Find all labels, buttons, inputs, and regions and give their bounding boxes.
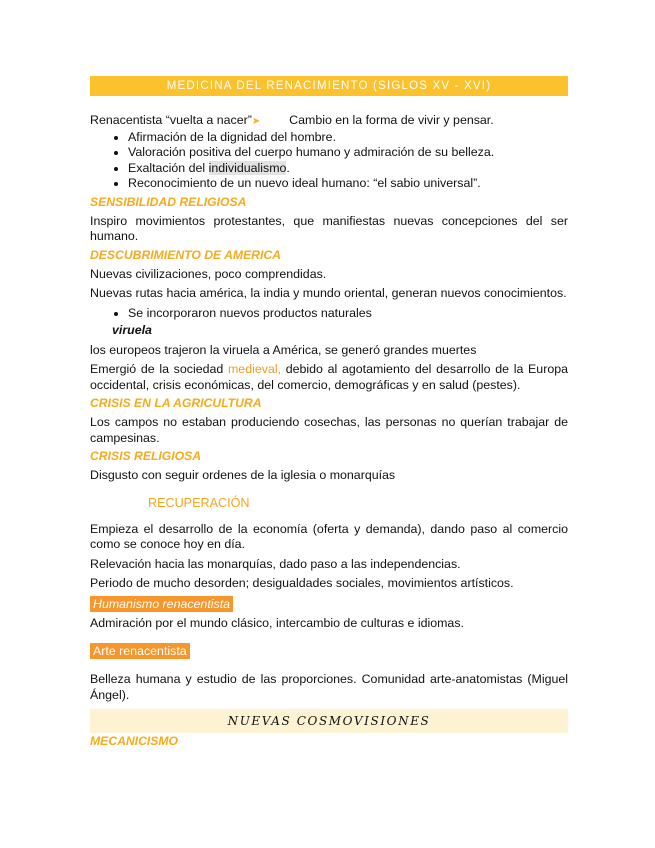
- paragraph-text: debido al agotamiento del desarrollo de la Europa occidental, crisis económicas, del comercio, demográficas y en salud (pestes).: [90, 362, 569, 392]
- tag-row: [90, 596, 568, 612]
- arrow-icon: ➤: [251, 116, 261, 127]
- paragraph: Relevación hacia las monarquías, dado paso a las independencias.: [90, 556, 461, 571]
- intro-line: [90, 113, 568, 130]
- paragraph: [90, 362, 568, 393]
- list-item: • Exaltación del individualismo.: [128, 161, 568, 177]
- section-heading-agricultura: CRISIS EN LA AGRICULTURA: [90, 396, 262, 410]
- section-heading-religiosa: CRISIS RELIGIOSA: [90, 449, 202, 463]
- list-item: • Se incorporaron nuevos productos naturales: [128, 306, 568, 322]
- paragraph: los europeos trajeron la viruela a América, se generó grandes muertes: [90, 342, 477, 357]
- section-heading-descubrimiento: DESCUBRIMIENTO DE AMERICA: [90, 247, 281, 262]
- paragraph: Los campos no estaban produciendo cosechas, las personas no querían trabajar de campesinas.: [90, 415, 568, 445]
- list-item-text: Exaltación del: [128, 160, 209, 175]
- list-item: • Valoración positiva del cuerpo humano y admiración de su belleza.: [128, 145, 568, 161]
- paragraph: Belleza humana y estudio de las proporciones. Comunidad arte-anatomistas (Miguel Ángel).: [90, 672, 568, 702]
- paragraph: Periodo de mucho desorden; desigualdades sociales, movimientos artísticos.: [90, 576, 514, 590]
- section-banner-cosmovisiones: NUEVAS COSMOVISIONES: [90, 709, 568, 733]
- tag-arte: Arte renacentista: [90, 643, 190, 659]
- section-heading-sensibilidad: SENSIBILIDAD RELIGIOSA: [90, 194, 247, 209]
- intro-right: Cambio en la forma de vivir y pensar.: [289, 113, 494, 127]
- tag-humanismo: Humanismo renacentista: [90, 596, 233, 612]
- list-item: • Reconocimiento de un nuevo ideal humano: “el sabio universal”.: [128, 176, 568, 192]
- document-content: [90, 76, 568, 749]
- paragraph: Nuevas rutas hacia américa, la india y mundo oriental, generan nuevos conocimientos.: [90, 286, 567, 300]
- highlighted-word: individualismo: [208, 160, 287, 175]
- intro-left: Renacentista “vuelta a nacer”: [90, 113, 252, 127]
- section-heading-recuperacion: RECUPERACIÓN: [148, 495, 250, 510]
- section-heading-mecanicismo: MECANICISMO: [90, 734, 179, 748]
- paragraph-text: Emergió de la sociedad: [90, 362, 228, 376]
- highlighted-word: medieval,: [227, 362, 282, 376]
- products-list: [90, 306, 568, 322]
- list-item: • Afirmación de la dignidad del hombre.: [128, 130, 568, 146]
- paragraph: Empieza el desarrollo de la economía (oferta y demanda), dando paso al comercio como se conoce hoy en día.: [90, 521, 568, 551]
- paragraph: Nuevas civilizaciones, poco comprendidas.: [90, 266, 327, 281]
- paragraph: Inspiro movimientos protestantes, que manifiestas nuevas concepciones del ser humano.: [90, 213, 568, 243]
- paragraph: Admiración por el mundo clásico, intercambio de culturas e idiomas.: [90, 615, 464, 630]
- subheading-viruela: viruela: [112, 323, 152, 337]
- ideas-list: [90, 130, 568, 192]
- document-title: MEDICINA DEL RENACIMIENTO (SIGLOS XV - XVI): [90, 76, 568, 96]
- paragraph: Disgusto con seguir ordenes de la iglesia o monarquías: [90, 468, 396, 482]
- tag-row: [90, 643, 568, 659]
